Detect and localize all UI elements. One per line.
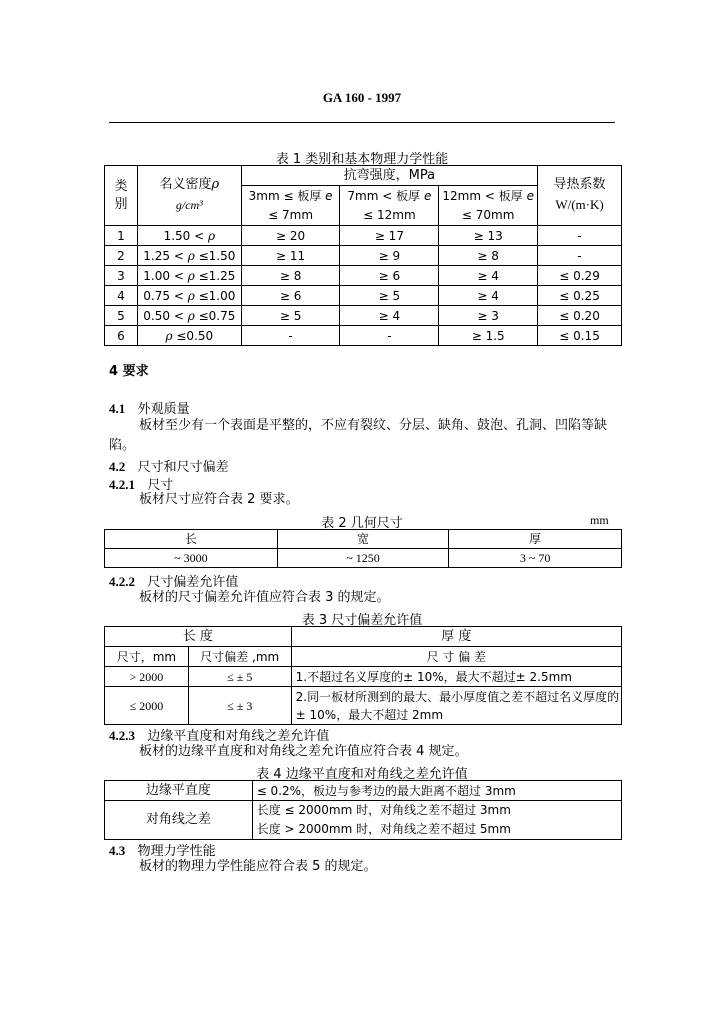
table1-header-col3-range: ≤ 70mm <box>439 206 538 226</box>
table1-cell: - <box>340 326 439 346</box>
table4-caption: 表 4 边缘平直度和对角线之差允许值 <box>256 767 468 782</box>
table1-cell: - <box>241 326 340 346</box>
table1-density-cell: 1.50 < ρ <box>137 226 241 246</box>
section-4-2-2-text: 板材的尺寸偏差允许值应符合表 3 的规定。 <box>139 590 390 605</box>
table2-caption: 表 2 几何尺寸 <box>321 516 403 531</box>
table1-header-conductivity: 导热系数 W/(m·K) <box>538 166 622 226</box>
table1-cell: ≥ 9 <box>340 246 439 266</box>
table3-dev-1: ≤ ± 5 <box>188 667 291 687</box>
section-4-title: 4 要求 <box>109 364 149 379</box>
table1-cell: 1 <box>105 226 138 246</box>
table1-cell: ≥ 11 <box>241 246 340 266</box>
table1-cell: ≥ 13 <box>439 226 538 246</box>
table1-cell: - <box>538 246 622 266</box>
table2-header-length: 长 <box>105 530 278 549</box>
table3-size-1: > 2000 <box>105 667 189 687</box>
table1-cell: 3 <box>105 266 138 286</box>
table3-thickness-rule-1: 1.不超过名义厚度的± 10%，最大不超过± 2.5mm <box>291 667 621 687</box>
table1-cell: ≥ 8 <box>241 266 340 286</box>
table1-cell: ≥ 3 <box>439 306 538 326</box>
table2-thickness-value: 3 ~ 70 <box>449 549 622 568</box>
table1-header-col1-range: ≤ 7mm <box>241 206 340 226</box>
table1-header-col2: 7mm < 板厚 e <box>340 186 439 206</box>
section-4-2-1-text: 板材尺寸应符合表 2 要求。 <box>139 492 299 507</box>
table2-length-value: ~ 3000 <box>105 549 278 568</box>
table1-cell: 5 <box>105 306 138 326</box>
table1-cell: ≥ 6 <box>241 286 340 306</box>
section-4-3-text: 板材的物理力学性能应符合表 5 的规定。 <box>139 859 377 874</box>
table1-density-cell: 1.00 < ρ ≤1.25 <box>137 266 241 286</box>
table1-cell: ≥ 4 <box>340 306 439 326</box>
table1-cell: 6 <box>105 326 138 346</box>
table-row <box>105 286 622 306</box>
table1-cell: ≥ 1.5 <box>439 326 538 346</box>
table1-header-category: 类别 <box>105 166 138 226</box>
table-row <box>105 801 622 840</box>
section-4-3-heading: 4.3 物理力学性能 <box>109 843 216 859</box>
table3-header-size: 尺寸，mm <box>105 647 189 667</box>
table1-header-col2-range: ≤ 12mm <box>340 206 439 226</box>
table1-density-cell: 0.50 < ρ ≤0.75 <box>137 306 241 326</box>
table2 <box>104 529 622 568</box>
table4-edge-straightness-label: 边缘平直度 <box>105 781 253 801</box>
table4-edge-straightness-value: ≤ 0.2%，板边与参考边的最大距离不超过 3mm <box>252 781 621 801</box>
table1-density-cell: 0.75 < ρ ≤1.00 <box>137 286 241 306</box>
section-4-2-1-heading: 4.2.1 尺寸 <box>109 477 174 493</box>
table-row <box>105 667 622 687</box>
table-row <box>105 306 622 326</box>
table4-diagonal-value: 长度 ≤ 2000mm 时，对角线之差不超过 3mm 长度 > 2000mm 时，对角线之差不超过 5mm <box>252 801 621 840</box>
table1-cell: ≥ 4 <box>439 266 538 286</box>
table-row <box>105 246 622 266</box>
table1-cell: 4 <box>105 286 138 306</box>
table3-caption: 表 3 尺寸偏差允许值 <box>301 613 423 628</box>
table3-header-length: 长 度 <box>105 627 292 647</box>
table1-cell: ≤ 0.15 <box>538 326 622 346</box>
table1-cell: ≥ 17 <box>340 226 439 246</box>
section-4-1-text: 板材至少有一个表面是平整的，不应有裂纹、分层、缺角、鼓泡、孔洞、凹陷等缺陷。 <box>109 418 608 453</box>
table1-cell: - <box>538 226 622 246</box>
table2-header-thickness: 厚 <box>449 530 622 549</box>
table3-header-thickness: 厚 度 <box>291 627 621 647</box>
table1-header-density: 名义密度ρ g/cm³ <box>137 166 241 226</box>
header-rule <box>109 122 615 123</box>
table3-thickness-rule-2: 2.同一板材所测到的最大、最小厚度值之差不超过名义厚度的± 10%，最大不超过 2mm <box>291 687 621 725</box>
table1-header-col3: 12mm < 板厚 e <box>439 186 538 206</box>
table1-cell: ≥ 6 <box>340 266 439 286</box>
table3-header-deviation: 尺寸偏差 ,mm <box>188 647 291 667</box>
table1-header-strength: 抗弯强度，MPa <box>241 166 537 186</box>
table1-cell: ≥ 4 <box>439 286 538 306</box>
table3 <box>104 626 622 725</box>
table-row <box>105 549 622 568</box>
section-4-2-2-heading: 4.2.2 尺寸偏差允许值 <box>109 574 239 590</box>
table1-cell: ≤ 0.29 <box>538 266 622 286</box>
table1-density-cell: ρ ≤0.50 <box>137 326 241 346</box>
table1-cell: ≥ 8 <box>439 246 538 266</box>
table1-header-col1: 3mm ≤ 板厚 e <box>241 186 340 206</box>
table1-cell: ≤ 0.20 <box>538 306 622 326</box>
section-4-2-3-text: 板材的边缘平直度和对角线之差允许值应符合表 4 规定。 <box>139 744 468 759</box>
table3-dev-2: ≤ ± 3 <box>188 687 291 725</box>
table3-size-2: ≤ 2000 <box>105 687 189 725</box>
section-4-1-heading: 4.1 外观质量 <box>109 401 190 417</box>
table-row <box>105 326 622 346</box>
table2-width-value: ~ 1250 <box>277 549 449 568</box>
table1-cell: ≤ 0.25 <box>538 286 622 306</box>
table4 <box>104 780 622 840</box>
table2-header-width: 宽 <box>277 530 449 549</box>
table-row <box>105 687 622 725</box>
table1-cell: 2 <box>105 246 138 266</box>
document-header: GA 160 - 1997 <box>322 90 402 105</box>
table1-cell: ≥ 5 <box>340 286 439 306</box>
table-row <box>105 266 622 286</box>
table1 <box>104 165 622 346</box>
table-row <box>105 781 622 801</box>
table3-header-size-deviation: 尺 寸 偏 差 <box>291 647 621 667</box>
section-4-2-3-heading: 4.2.3 边缘平直度和对角线之差允许值 <box>109 728 330 744</box>
table1-caption: 表 1 类别和基本物理力学性能 <box>275 152 449 167</box>
section-4-2-heading: 4.2 尺寸和尺寸偏差 <box>109 459 229 475</box>
table1-cell: ≥ 5 <box>241 306 340 326</box>
table-row <box>105 226 622 246</box>
table1-density-cell: 1.25 < ρ ≤1.50 <box>137 246 241 266</box>
table1-cell: ≥ 20 <box>241 226 340 246</box>
table4-diagonal-label: 对角线之差 <box>105 801 253 840</box>
table2-unit: mm <box>590 513 609 527</box>
